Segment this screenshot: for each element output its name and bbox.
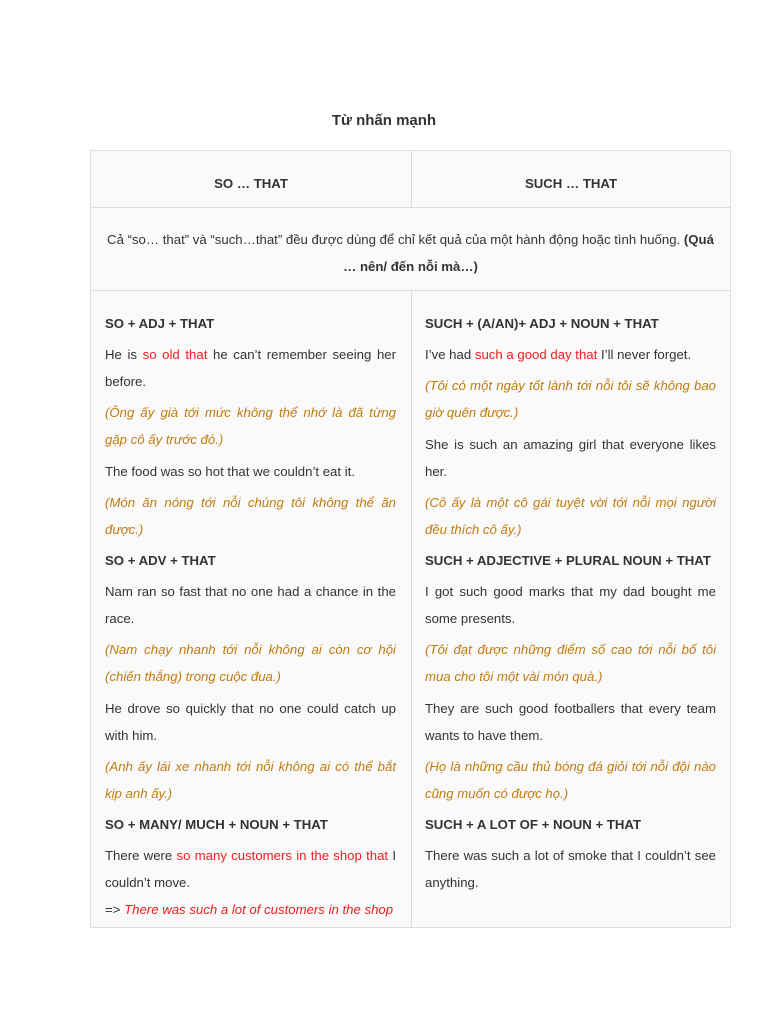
pattern-such-a-lot-of-noun-that: SUCH + A LOT OF + NOUN + THAT [425, 816, 642, 832]
pattern-so-many-much-noun-that: SO + MANY/ MUCH + NOUN + THAT [105, 816, 328, 832]
example-such-a-good-day [425, 341, 716, 368]
highlighted-phrase: so many customers in the shop that [176, 848, 389, 864]
such-that-column [412, 291, 730, 927]
pattern-such-a-an-adj-noun-that: SUCH + (A/AN)+ ADJ + NOUN + THAT [425, 316, 659, 331]
header-so-that-label: SO … THAT [214, 176, 288, 191]
intro-paragraph [103, 226, 718, 280]
example-such-a-lot-of-smoke: There was such a lot of smoke that I couldn’t see anything. [425, 848, 716, 891]
intro-emphasis: (Quá … nên/ đến nỗi mà…) [343, 232, 714, 274]
translation-so-quickly: (Anh ấy lái xe nhanh tới nỗi không ai có thể bắt kịp anh ấy.) [105, 758, 396, 801]
translation-so-old: (Ông ấy già tới mức không thể nhớ là đã từng gặp cô ấy trước đó.) [105, 405, 396, 448]
example-text: He is [105, 347, 143, 363]
example-so-old [105, 341, 396, 395]
arrow-marker: => [105, 902, 125, 918]
example-text: I’ll never forget. [597, 347, 692, 363]
example-such-an-amazing-girl: She is such an amazing girl that everyone likes her. [425, 436, 716, 479]
example-so-many-customers [105, 842, 396, 923]
table-intro-row [91, 208, 730, 291]
example-text: There were [105, 848, 177, 864]
example-such-good-marks: I got such good marks that my dad bought me some presents. [425, 584, 716, 627]
header-cell-such-that [412, 151, 730, 207]
table-header-row [91, 151, 730, 208]
example-so-hot: The food was so hot that we couldn’t eat it. [105, 463, 355, 479]
example-text: he can’t remember seeing her before. [105, 347, 397, 390]
translation-so-fast: (Nam chạy nhanh tới nỗi không ai còn cơ hội (chiến thắng) trong cuộc đua.) [105, 642, 396, 685]
translation-so-hot: (Món ăn nóng tới nỗi chúng tôi không thể ăn được.) [105, 494, 396, 537]
example-text: I’ve had [425, 347, 475, 363]
header-cell-so-that [91, 151, 412, 207]
example-such-good-footballers: They are such good footballers that every team wants to have them. [425, 700, 716, 743]
highlighted-phrase: so old that [142, 347, 208, 363]
so-that-column [91, 291, 412, 927]
rewritten-sentence: There was such a lot of customers in the shop [124, 902, 394, 918]
translation-such-a-good-day: (Tôi có một ngày tốt lành tới nỗi tôi sẽ không bao giờ quên được.) [425, 378, 716, 421]
pattern-such-adjective-plural-noun-that: SUCH + ADJECTIVE + PLURAL NOUN + THAT [425, 552, 711, 568]
highlighted-phrase: such a good day that [474, 347, 598, 363]
pattern-so-adv-that: SO + ADV + THAT [105, 552, 216, 568]
example-so-quickly: He drove so quickly that no one could catch up with him. [105, 700, 396, 743]
header-such-that-label: SUCH … THAT [524, 176, 618, 191]
example-text: I couldn’t move. [105, 848, 396, 891]
rewrite-line [105, 902, 393, 917]
intro-text: Cả “so… that” và “such…that” đều được dùng để chỉ kết quả của một hành động hoặc tình huống. [107, 232, 681, 247]
document-title: Từ nhấn mạnh [331, 112, 437, 129]
comparison-table [90, 150, 731, 928]
table-body-row [91, 291, 730, 927]
pattern-so-adj-that: SO + ADJ + THAT [105, 316, 215, 331]
translation-such-good-marks: (Tôi đạt được những điểm số cao tới nỗi bố tôi mua cho tôi một vài món quà.) [425, 642, 716, 685]
example-so-fast: Nam ran so fast that no one had a chance in the race. [105, 584, 396, 627]
translation-such-good-footballers: (Họ là những cầu thủ bóng đá giỏi tới nỗi đội nào cũng muốn có được họ.) [425, 758, 716, 801]
translation-such-an-amazing-girl: (Cô ấy là một cô gái tuyệt vời tới nỗi mọi người đều thích cô ấy.) [425, 494, 716, 537]
